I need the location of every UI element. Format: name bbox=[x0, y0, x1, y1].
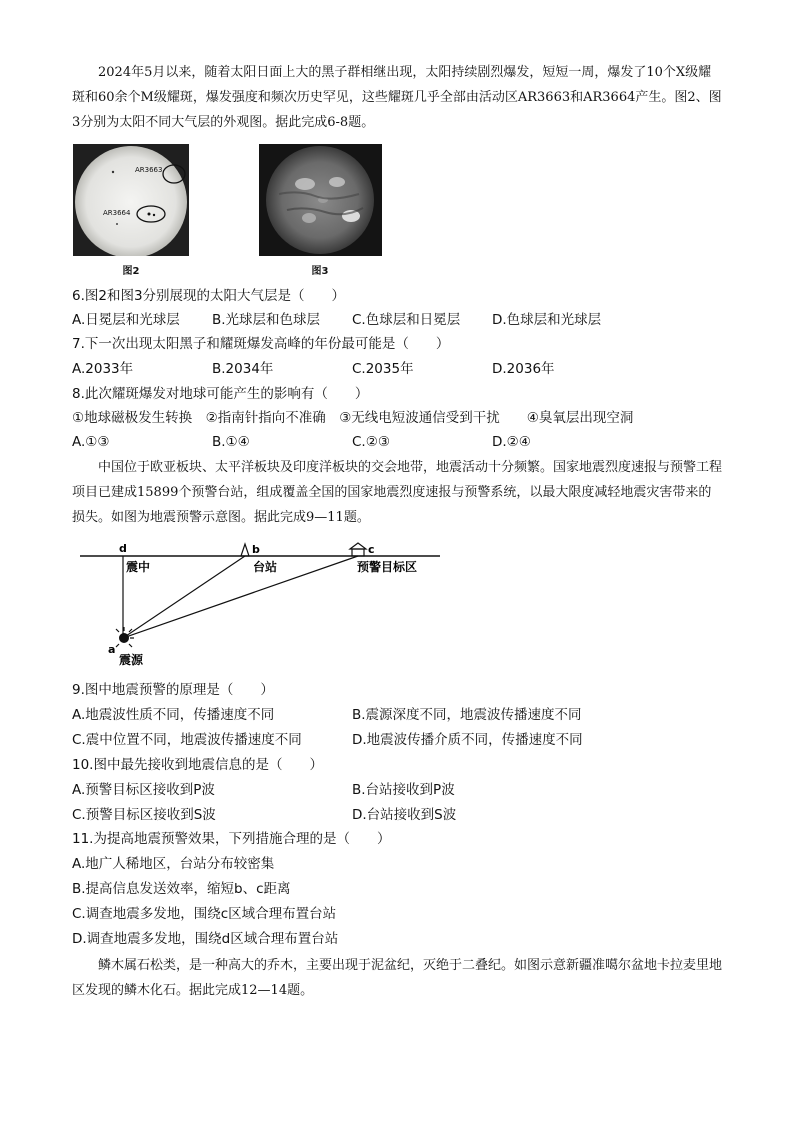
q7-option-a[interactable]: A.2033年 bbox=[72, 361, 134, 377]
label-d: d bbox=[119, 542, 127, 555]
q8-option-c[interactable]: C.②③ bbox=[352, 434, 390, 450]
question-8-stem: 8.此次耀斑爆发对地球可能产生的影响有（ ） bbox=[72, 386, 369, 402]
q10-option-c[interactable]: C.预警目标区接收到S波 bbox=[72, 807, 216, 823]
q11-option-b[interactable]: B.提高信息发送效率，缩短b、c距离 bbox=[72, 881, 291, 897]
q9-option-a[interactable]: A.地震波性质不同，传播速度不同 bbox=[72, 707, 275, 723]
label-warning-target: 预警目标区 bbox=[357, 560, 418, 574]
house-icon bbox=[350, 543, 366, 556]
question-7-stem: 7.下一次出现太阳黑子和耀斑爆发高峰的年份最可能是（ ） bbox=[72, 336, 450, 352]
q7-option-b[interactable]: B.2034年 bbox=[212, 361, 274, 377]
earthquake-warning-diagram bbox=[78, 540, 443, 672]
figure-2-caption: 图2 bbox=[122, 266, 140, 277]
q8-option-b[interactable]: B.①④ bbox=[212, 434, 250, 450]
q10-option-b[interactable]: B.台站接收到P波 bbox=[352, 782, 455, 798]
q10-option-d[interactable]: D.台站接收到S波 bbox=[352, 807, 457, 823]
q6-option-d[interactable]: D.色球层和光球层 bbox=[492, 312, 602, 328]
label-ar3663: AR3663 bbox=[135, 166, 163, 174]
q9-option-c[interactable]: C.震中位置不同，地震波传播速度不同 bbox=[72, 732, 302, 748]
q7-option-c[interactable]: C.2035年 bbox=[352, 361, 414, 377]
q6-option-a[interactable]: A.日冕层和光球层 bbox=[72, 312, 180, 328]
question-10-stem: 10.图中最先接收到地震信息的是（ ） bbox=[72, 757, 323, 773]
passage-earthquake: 中国位于欧亚板块、太平洋板块及印度洋板块的交会地带，地震活动十分频繁。国家地震烈度速报与预警工程项目已建成15899个预警台站，组成覆盖全国的国家地震烈度速报与预警系统，以最大限度减轻地震灾害带来的损失。如图为地震预警示意图。据此完成9—11题。 bbox=[72, 460, 723, 525]
label-a: a bbox=[108, 643, 116, 656]
station-triangle-icon bbox=[241, 544, 249, 556]
q11-option-d[interactable]: D.调查地震多发地，围绕d区域合理布置台站 bbox=[72, 931, 339, 947]
label-c: c bbox=[368, 543, 375, 556]
figure-3-chromosphere bbox=[259, 144, 382, 256]
figure-3-caption: 图3 bbox=[311, 266, 329, 277]
label-focus: 震源 bbox=[119, 653, 144, 667]
label-epicenter: 震中 bbox=[126, 560, 151, 574]
q6-option-b[interactable]: B.光球层和色球层 bbox=[212, 312, 321, 328]
question-8-items: ①地球磁极发生转换 ②指南针指向不准确 ③无线电短波通信受到干扰 ④臭氧层出现空洞 bbox=[72, 410, 634, 426]
question-11-stem: 11.为提高地震预警效果，下列措施合理的是（ ） bbox=[72, 831, 391, 847]
q8-option-a[interactable]: A.①③ bbox=[72, 434, 110, 450]
q9-option-b[interactable]: B.震源深度不同，地震波传播速度不同 bbox=[352, 707, 582, 723]
q9-option-d[interactable]: D.地震波传播介质不同，传播速度不同 bbox=[352, 732, 583, 748]
q7-option-d[interactable]: D.2036年 bbox=[492, 361, 555, 377]
label-b: b bbox=[252, 543, 260, 556]
q6-option-c[interactable]: C.色球层和日冕层 bbox=[352, 312, 461, 328]
earthquake-focus-icon bbox=[116, 627, 134, 647]
label-ar3664: AR3664 bbox=[103, 209, 131, 217]
question-9-stem: 9.图中地震预警的原理是（ ） bbox=[72, 682, 274, 698]
q11-option-c[interactable]: C.调查地震多发地，围绕c区域合理布置台站 bbox=[72, 906, 337, 922]
label-station: 台站 bbox=[253, 560, 278, 574]
q11-option-a[interactable]: A.地广人稀地区，台站分布较密集 bbox=[72, 856, 275, 872]
passage-fossil: 鳞木属石松类，是一种高大的乔木，主要出现于泥盆纪，灭绝于二叠纪。如图示意新疆准噶尔盆地卡拉麦里地区发现的鳞木化石。据此完成12—14题。 bbox=[72, 958, 723, 998]
question-6-stem: 6.图2和图3分别展现的太阳大气层是（ ） bbox=[72, 288, 346, 304]
q10-option-a[interactable]: A.预警目标区接收到P波 bbox=[72, 782, 215, 798]
q8-option-d[interactable]: D.②④ bbox=[492, 434, 531, 450]
passage-solar: 2024年5月以来，随着太阳日面上大的黑子群相继出现，太阳持续剧烈爆发，短短一周，爆发了10个X级耀斑和60余个M级耀斑，爆发强度和频次历史罕见，这些耀斑几乎全部由活动区AR3663和AR3664产生。图2、图3分别为太阳不同大气层的外观图。据此完成6-8题。 bbox=[72, 65, 722, 130]
figure-2-photosphere bbox=[73, 144, 189, 256]
